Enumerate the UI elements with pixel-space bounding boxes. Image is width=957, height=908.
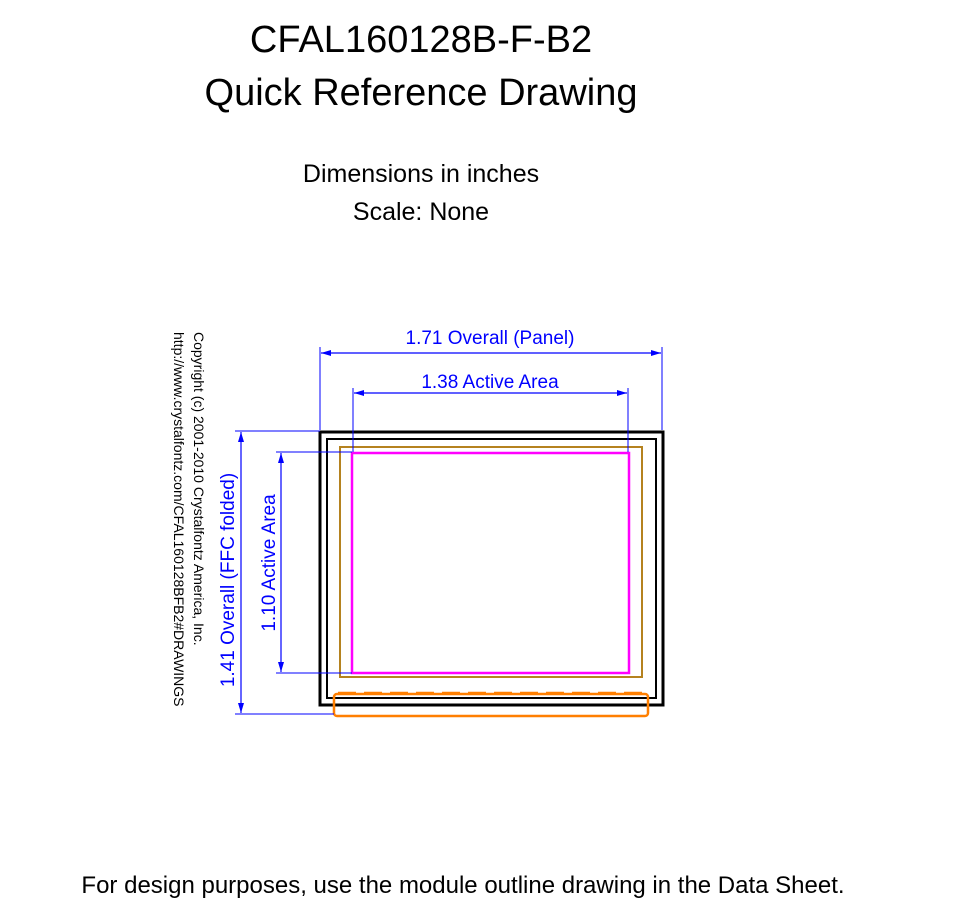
units-note: Dimensions in inches <box>302 160 540 188</box>
active-height-dimension <box>259 452 352 673</box>
title-part-number: CFAL160128B-F-B2 <box>249 19 593 61</box>
overall-width-label: 1.71 Overall (Panel) <box>405 328 575 349</box>
copyright-block <box>171 332 207 707</box>
overall-height-label: 1.41 Overall (FFC folded) <box>218 472 239 688</box>
active-height-label: 1.10 Active Area <box>259 494 280 632</box>
viewing-area-outline <box>340 447 642 677</box>
module-outline <box>320 432 663 705</box>
title-drawing-name: Quick Reference Drawing <box>204 72 638 114</box>
copyright-url: http://www.crystalfontz.com/CFAL160128BFB2#DRAWINGS <box>171 332 187 707</box>
active-width-label: 1.38 Active Area <box>421 372 559 393</box>
active-area-outline <box>352 453 629 673</box>
footer-note: For design purposes, use the module outline drawing in the Data Sheet. <box>81 872 845 899</box>
copyright-line: Copyright (c) 2001-2010 Crystalfontz America, Inc. <box>191 332 207 646</box>
scale-note: Scale: None <box>352 198 490 226</box>
